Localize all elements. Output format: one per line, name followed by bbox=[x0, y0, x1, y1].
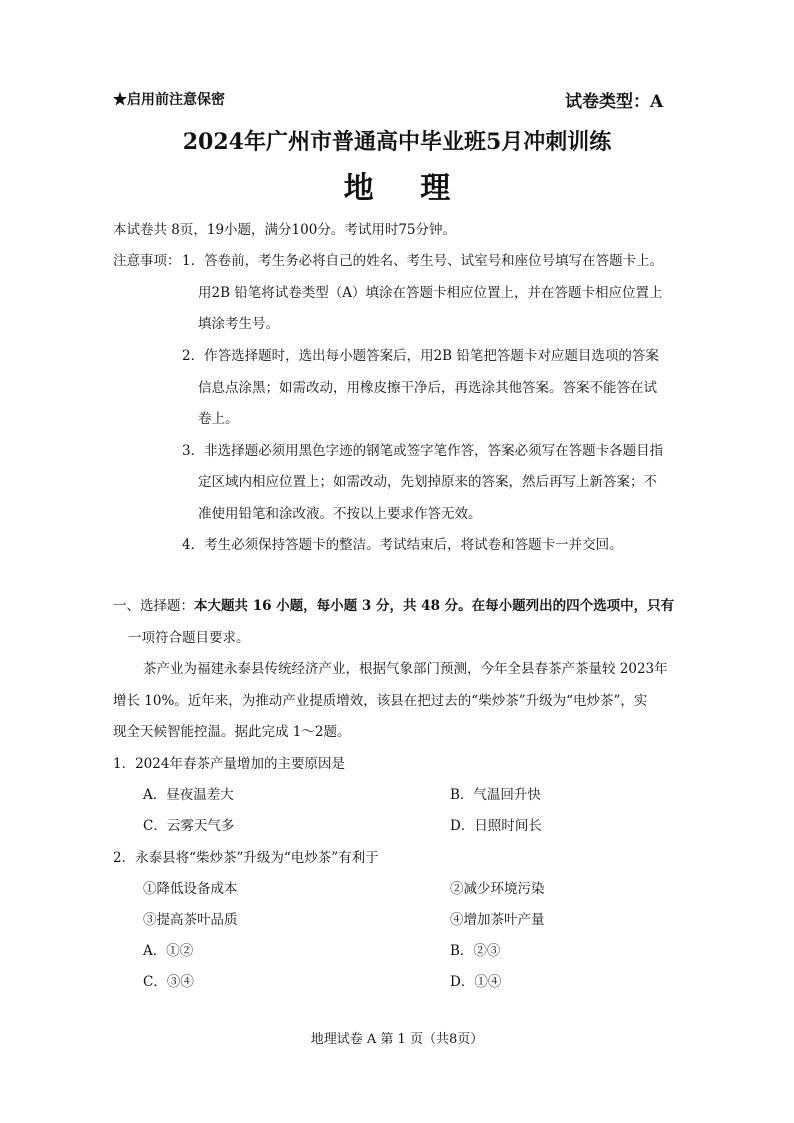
passage-line: 茶产业为福建永泰县传统经济产业，根据气象部门预测，今年全县春茶产茶量较 2023年 bbox=[143, 661, 668, 677]
q2-option-b: B．②③ bbox=[450, 943, 501, 959]
question-1-stem: 1．2024年春茶产量增加的主要原因是 bbox=[113, 756, 345, 772]
exam-title: 2024年广州市普通高中毕业班5月冲刺训练 bbox=[182, 129, 612, 155]
notes-label: 注意事项： bbox=[113, 253, 181, 269]
confidential-label: ★启用前注意保密 bbox=[113, 92, 225, 108]
passage-line: 现全天候智能控温。据此完成 1～2题。 bbox=[113, 724, 351, 740]
section-emphasis: 四个 bbox=[566, 598, 594, 614]
note-line: 定区域内相应位置上；如需改动，先划掉原来的答案，然后再写上新答案；不 bbox=[198, 474, 657, 490]
paper-type-label: 试卷类型：A bbox=[565, 92, 664, 112]
section-prefix: 一、选择题： bbox=[113, 598, 194, 614]
note-line: 卷上。 bbox=[198, 411, 239, 427]
page-footer: 地理试卷 A 第 1 页（共8页） bbox=[310, 1032, 484, 1047]
question-2-stem: 2．永泰县将“柴炒茶”升级为“电炒茶”有利于 bbox=[113, 850, 379, 866]
section-instruction-rest: 选项中，只有 bbox=[593, 598, 675, 614]
note-line: 1．答卷前，考生务必将自己的姓名、考生号、试室号和座位号填写在答题卡上。 bbox=[182, 253, 664, 269]
intro-text: 本试卷共 8页，19小题，满分100分。考试用时75分钟。 bbox=[113, 222, 457, 238]
q1-option-c: C．云雾天气多 bbox=[143, 818, 235, 834]
note-line: 信息点涂黑；如需改动，用橡皮擦干净后，再选涂其他答案。答案不能答在试 bbox=[198, 380, 657, 396]
q2-item-1: ①降低设备成本 bbox=[143, 881, 238, 897]
section-heading bbox=[113, 594, 674, 614]
section-heading-line2: 一项符合题目要求。 bbox=[128, 630, 250, 646]
note-line: 3．非选择题必须用黑色字迹的钢笔或签字笔作答，答案必须写在答题卡各题目指 bbox=[182, 443, 664, 459]
note-line: 准使用铅笔和涂改液。不按以上要求作答无效。 bbox=[198, 506, 482, 522]
passage-line: 增长 10%。近年来，为推动产业提质增效，该县在把过去的“柴炒茶”升级为“电炒茶”，实 bbox=[113, 693, 648, 709]
note-line: 用2B 铅笔将试卷类型（A）填涂在答题卡相应位置上，并在答题卡相应位置上 bbox=[198, 285, 663, 301]
q2-item-4: ④增加茶叶产量 bbox=[450, 912, 545, 928]
q2-option-a: A．①② bbox=[143, 943, 194, 959]
q2-option-c: C．③④ bbox=[143, 974, 194, 990]
q2-item-3: ③提高茶叶品质 bbox=[143, 912, 238, 928]
q2-option-d: D．①④ bbox=[450, 974, 502, 990]
note-line: 2．作答选择题时，选出每小题答案后，用2B 铅笔把答题卡对应题目选项的答案 bbox=[182, 348, 659, 364]
note-line: 4．考生必须保持答题卡的整洁。考试结束后，将试卷和答题卡一并交回。 bbox=[182, 537, 623, 553]
note-line: 填涂考生号。 bbox=[198, 316, 279, 332]
q2-item-2: ②减少环境污染 bbox=[450, 881, 545, 897]
q1-option-a: A．昼夜温差大 bbox=[143, 787, 234, 803]
q1-option-b: B．气温回升快 bbox=[450, 787, 541, 803]
section-instruction: 本大题共 16 小题，每小题 3 分，共 48 分。在每小题列出的 bbox=[194, 598, 567, 614]
q1-option-d: D．日照时间长 bbox=[450, 818, 542, 834]
subject-title: 地 理 bbox=[343, 171, 469, 206]
